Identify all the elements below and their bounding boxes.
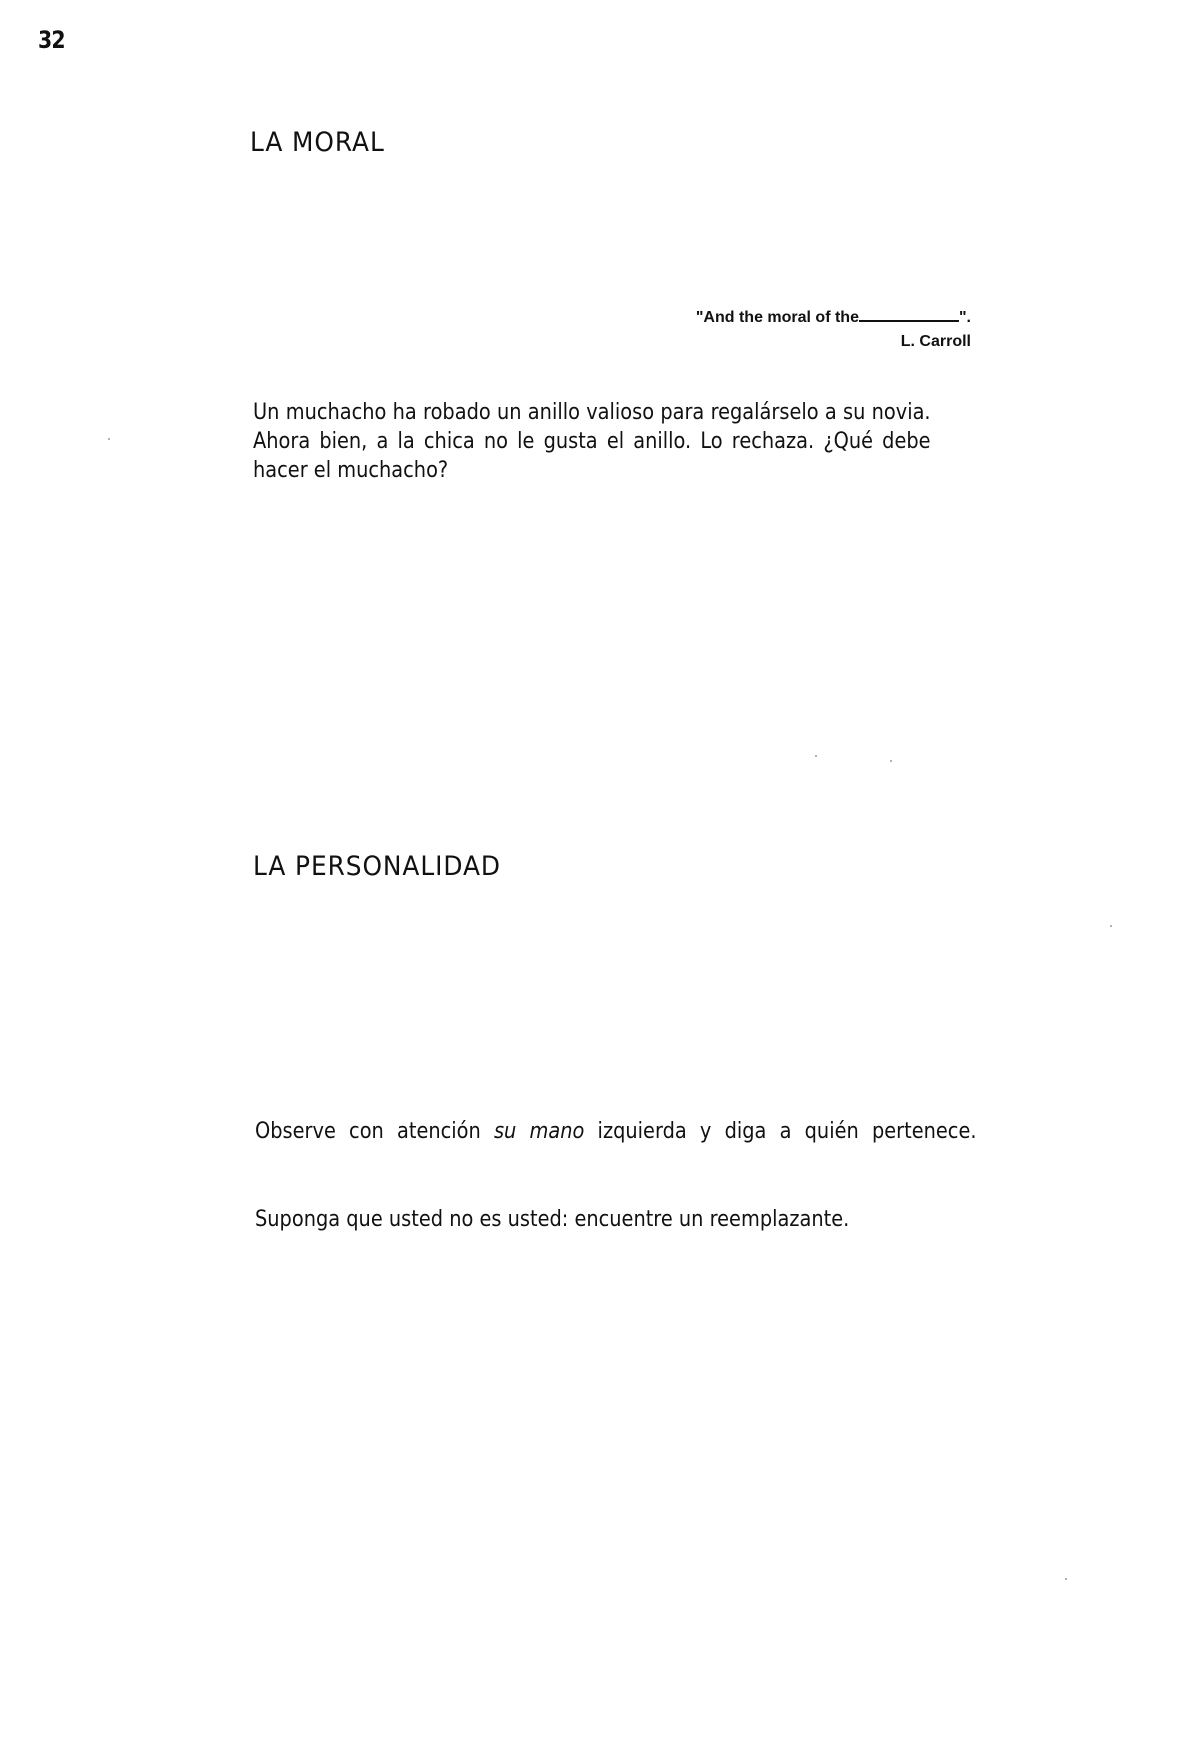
- instruction-1-part2: izquierda y diga a quién pertenece.: [584, 1119, 977, 1144]
- instruction-1-part1: Observe con atención: [255, 1119, 494, 1144]
- page-number: 32: [38, 26, 65, 54]
- scan-speck: [1065, 1578, 1067, 1580]
- scan-speck: [1110, 925, 1112, 927]
- moral-paragraph: Un muchacho ha robado un anillo valioso para regalárselo a su novia. Ahora bien, a la chica no le gusta el anillo. Lo rechaza. ¿Qué debe hacer el muchacho?: [253, 400, 931, 483]
- epigraph-author: L. Carroll: [900, 333, 971, 350]
- epigraph-quote-start: "And the moral of the: [695, 309, 859, 326]
- scan-speck: [890, 760, 892, 762]
- section-title-personalidad: LA PERSONALIDAD: [253, 851, 501, 882]
- scan-speck: [815, 755, 817, 757]
- epigraph-quote: [696, 306, 971, 330]
- personalidad-instruction-1: [255, 1117, 977, 1146]
- section-title-moral: LA MORAL: [250, 127, 385, 158]
- personalidad-instruction-2: Suponga que usted no es usted: encuentre un reemplazante.: [255, 1207, 850, 1232]
- instruction-1-emphasis: su mano: [493, 1119, 585, 1144]
- epigraph: [696, 306, 971, 354]
- epigraph-quote-end: ".: [958, 309, 971, 326]
- scan-speck: [108, 438, 110, 440]
- epigraph-blank-line: [859, 306, 959, 322]
